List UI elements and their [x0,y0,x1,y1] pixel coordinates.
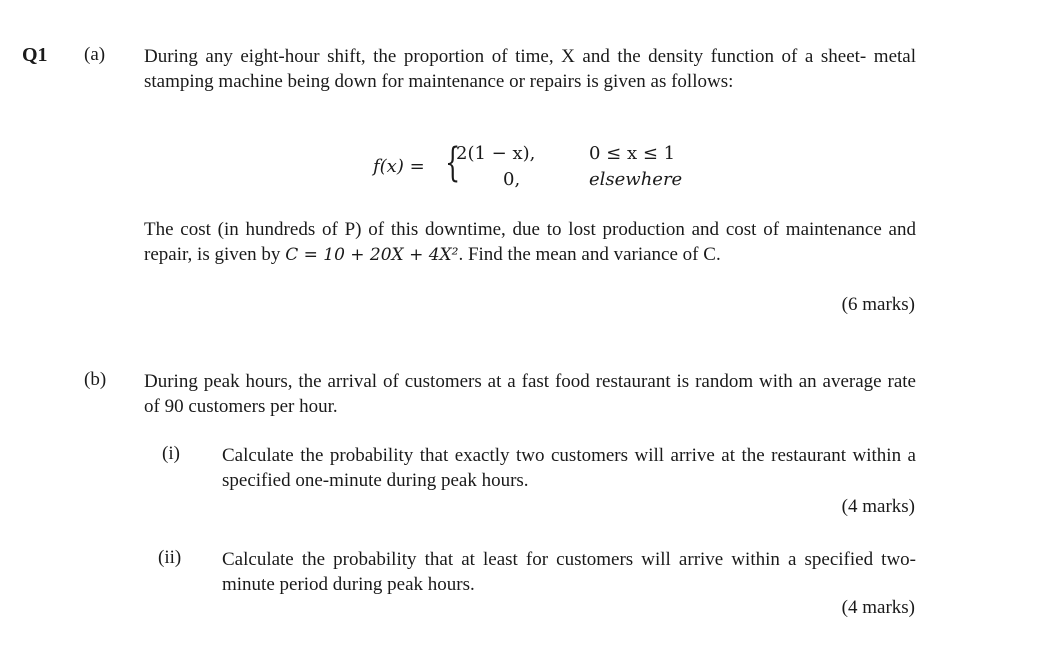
cost-formula: C = 10 + 20X + 4X² [285,245,459,265]
sub-ii-label: (ii) [158,547,182,568]
sub-ii-marks: (4 marks) [841,597,915,618]
question-number: Q1 [22,44,48,66]
left-brace: { [445,140,461,186]
part-b-label: (b) [84,369,107,390]
part-a-label: (a) [84,44,106,65]
function-lhs: f(x) = [373,156,425,177]
case2-condition: elsewhere [589,169,683,190]
cost-text-3: C. [703,244,721,265]
sub-i-label: (i) [162,443,180,464]
case1-condition: 0 ≤ x ≤ 1 [589,143,676,164]
sub-ii-text: Calculate the probability that at least for customers will arrive within a specified two-minute period during peak hours. [222,549,916,595]
case2-expression: 0, [503,169,521,190]
cost-text-1: The cost (in hundreds of P) of this downtime, due to lost production and cost of maintenance and repair, is given by [144,219,916,265]
case1-expression: 2(1 − x), [456,143,536,164]
sub-i-marks: (4 marks) [841,496,915,517]
part-a-intro: During any eight-hour shift, the proportion of time, X and the density function of a sheet- metal stamping machine being down for maintenance or repairs is given as follows: [144,46,916,92]
part-a-marks: (6 marks) [841,294,915,315]
sub-i-text: Calculate the probability that exactly two customers will arrive at the restaurant within a specified one-minute during peak hours. [222,445,916,491]
part-a-cost-paragraph [144,217,916,268]
part-b-intro: During peak hours, the arrival of customers at a fast food restaurant is random with an average rate of 90 customers per hour. [144,371,916,417]
cost-text-2: . Find the mean and variance of [458,244,699,265]
density-function [373,140,703,200]
